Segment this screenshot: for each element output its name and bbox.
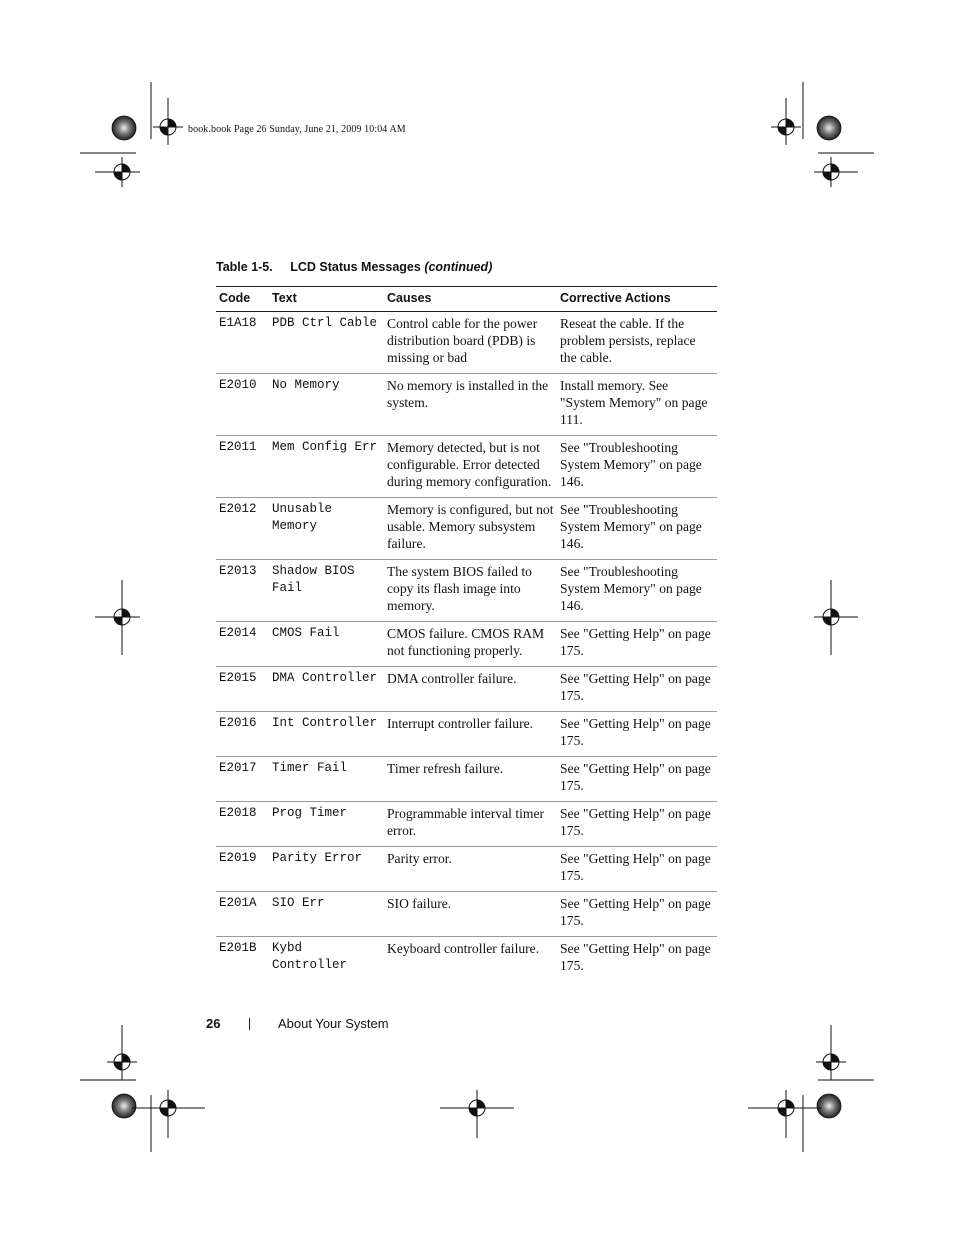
- cell-code: E201B: [219, 941, 257, 955]
- cell-code: E2016: [216, 712, 269, 757]
- header-code: Code: [216, 287, 269, 312]
- cell-text: Kybd Controller: [272, 941, 348, 972]
- cell-code: E2011: [216, 436, 269, 498]
- table-row: [216, 712, 717, 757]
- table-row: [216, 622, 717, 667]
- star-target-icon: [817, 1094, 841, 1118]
- cell-actions: See "Getting Help" on page 175.: [557, 847, 717, 892]
- cell-code: E2018: [216, 802, 269, 847]
- star-target-icon: [112, 1094, 136, 1118]
- cell-text: No Memory: [269, 374, 384, 436]
- cell-code: E2014: [216, 622, 269, 667]
- table-row: [216, 498, 717, 560]
- cell-causes: The system BIOS failed to copy its flash image into memory.: [384, 560, 557, 622]
- cell-causes: DMA controller failure.: [384, 667, 557, 712]
- cell-actions: See "Getting Help" on page 175.: [560, 941, 711, 973]
- footer-divider: [249, 1018, 250, 1030]
- table-row: [216, 892, 717, 937]
- table-number: Table 1-5.: [216, 260, 273, 274]
- cell-text: SIO Err: [269, 892, 384, 937]
- cell-causes: CMOS failure. CMOS RAM not functioning properly.: [384, 622, 557, 667]
- cell-actions: Reseat the cable. If the problem persists, replace the cable.: [557, 312, 717, 374]
- table-title: LCD Status Messages: [290, 260, 421, 274]
- page-number: 26: [206, 1016, 221, 1031]
- print-slug: book.book Page 26 Sunday, June 21, 2009 10:04 AM: [188, 124, 406, 135]
- cell-actions: See "Troubleshooting System Memory" on page 146.: [557, 436, 717, 498]
- table-row: [216, 802, 717, 847]
- cell-causes: Parity error.: [384, 847, 557, 892]
- table-row: [216, 312, 717, 374]
- table-header-row: [216, 287, 717, 312]
- cell-causes: Memory detected, but is not configurable. Error detected during memory configuration.: [384, 436, 557, 498]
- table-caption: [216, 260, 492, 274]
- cell-actions: See "Getting Help" on page 175.: [557, 712, 717, 757]
- cell-code: E2010: [216, 374, 269, 436]
- cell-text: CMOS Fail: [269, 622, 384, 667]
- cell-text: Mem Config Err: [269, 436, 384, 498]
- table-row: [216, 937, 717, 982]
- cell-actions: See "Getting Help" on page 175.: [557, 667, 717, 712]
- cell-code: E2017: [216, 757, 269, 802]
- header-text: Text: [269, 287, 384, 312]
- cell-causes: Interrupt controller failure.: [384, 712, 557, 757]
- cell-code: E2019: [216, 847, 269, 892]
- table-row: [216, 436, 717, 498]
- cell-code: E201A: [216, 892, 269, 937]
- cell-causes: No memory is installed in the system.: [384, 374, 557, 436]
- table-row: [216, 374, 717, 436]
- header-actions: Corrective Actions: [557, 287, 717, 312]
- cell-causes: SIO failure.: [384, 892, 557, 937]
- table-row: [216, 847, 717, 892]
- cell-causes: Keyboard controller failure.: [387, 941, 540, 956]
- cell-code: E2012: [216, 498, 269, 560]
- cell-text: Shadow BIOS Fail: [269, 560, 384, 622]
- lcd-status-table: [216, 286, 717, 981]
- cell-actions: See "Getting Help" on page 175.: [557, 622, 717, 667]
- star-target-icon: [817, 116, 841, 140]
- cell-causes: Timer refresh failure.: [384, 757, 557, 802]
- table-row: [216, 757, 717, 802]
- cell-actions: See "Getting Help" on page 175.: [557, 757, 717, 802]
- star-target-icon: [112, 116, 136, 140]
- cell-actions: Install memory. See "System Memory" on page 111.: [557, 374, 717, 436]
- table-continued: (continued): [424, 260, 493, 274]
- cell-text: Parity Error: [269, 847, 384, 892]
- cell-text: DMA Controller: [269, 667, 384, 712]
- cell-code: E2013: [216, 560, 269, 622]
- cell-actions: See "Troubleshooting System Memory" on page 146.: [557, 560, 717, 622]
- cell-text: PDB Ctrl Cable: [269, 312, 384, 374]
- cell-causes: Control cable for the power distribution board (PDB) is missing or bad: [384, 312, 557, 374]
- cell-code: E1A18: [216, 312, 269, 374]
- table-row: [216, 667, 717, 712]
- cell-text: Int Controller: [269, 712, 384, 757]
- section-title: About Your System: [278, 1016, 389, 1031]
- header-causes: Causes: [384, 287, 557, 312]
- cell-text: Timer Fail: [269, 757, 384, 802]
- cell-actions: See "Getting Help" on page 175.: [557, 892, 717, 937]
- cell-text: Unusable Memory: [269, 498, 384, 560]
- cell-actions: See "Getting Help" on page 175.: [557, 802, 717, 847]
- cell-causes: Programmable interval timer error.: [384, 802, 557, 847]
- cell-causes: Memory is configured, but not usable. Memory subsystem failure.: [384, 498, 557, 560]
- cell-actions: See "Troubleshooting System Memory" on page 146.: [557, 498, 717, 560]
- table-row: [216, 560, 717, 622]
- cell-text: Prog Timer: [269, 802, 384, 847]
- cell-code: E2015: [216, 667, 269, 712]
